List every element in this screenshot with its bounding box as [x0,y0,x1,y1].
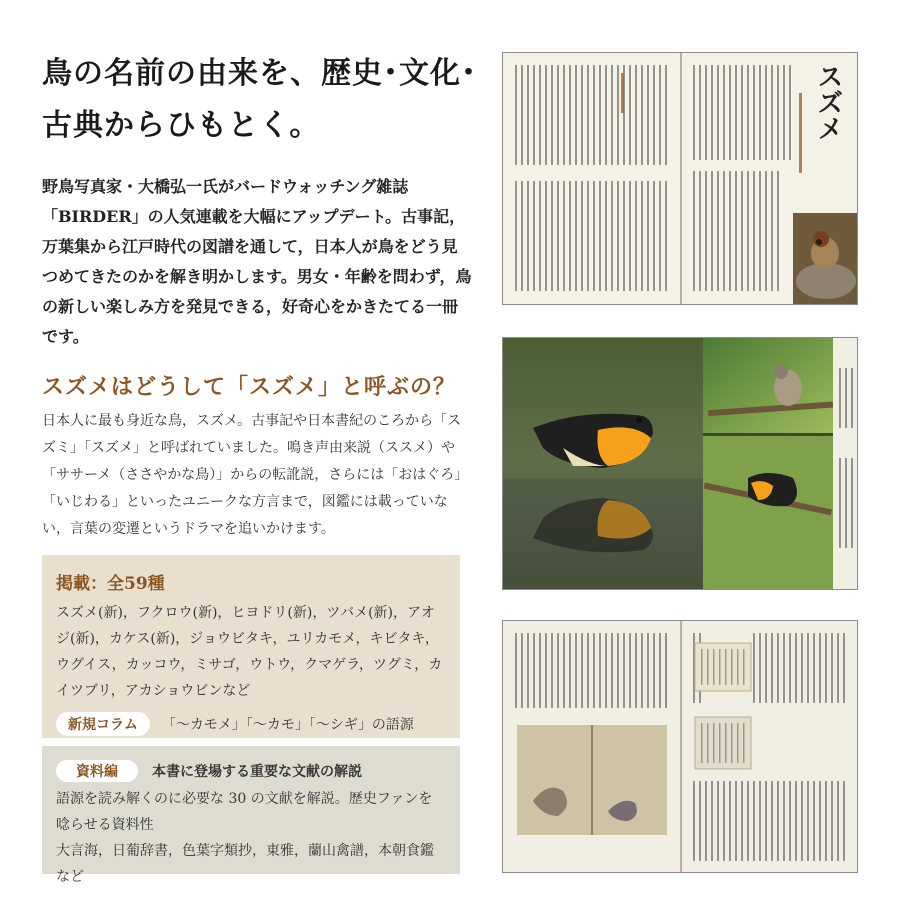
materials-header [56,760,446,782]
new-column-text: 「〜カモメ」「〜カモ」「〜シギ」の語源 [161,717,414,733]
references-spread-illustration [503,621,858,873]
intro-paragraph: 野鳥写真家・大橋弘一氏がバードウォッチング雑誌「BIRDER」の人気連載を大幅にアップデート。古事記，万葉集から江戸時代の図譜を通して，日本人が鳥をどう見つめてきたのかを解き明かします。男女・年齢を問わず，鳥の新しい楽しみ方を発見できる，好奇心をかきたてる一冊です。 [42,177,472,346]
section-heading: スズメはどうして「スズメ」と呼ぶの？ [42,374,457,400]
sample-spread-classical-references [502,620,858,873]
sparrow-spread-illustration [503,53,858,305]
listed-species-title: 掲載：全59種 [56,574,165,594]
materials-box [42,746,460,885]
sample-spread-flycatcher-photos [502,337,858,590]
materials-badge: 資料編 [56,760,138,782]
headline-line-1: 鳥の名前の由来を、歴史･文化･ [42,56,477,91]
listed-species-list: スズメ(新)，フクロウ(新)，ヒヨドリ(新)，ツバメ(新)，アオジ(新)，カケス(新)，ジョウビタキ，ユリカモメ，キビタキ，ウグイス，カッコウ，ミサゴ，ウトウ，クマゲラ，ツグミ，カイツブリ，アカショウビンなど [56,605,443,699]
materials-title: 本書に登場する重要な文献の解説 [152,764,362,780]
section-body: 日本人に最も身近な鳥，スズメ。古事記や日本書紀のころから「スズミ」「スズメ」と呼ばれていました。鳴き声由来説（ススメ）や「ササーメ（ささやかな鳥）」からの転訛説，さらには「おはぐろ」「いじわる」といったユニークな方言まで，図鑑には載っていない，言葉の変遷というドラマを追いかけます。 [42,413,462,537]
flycatcher-photo-illustration [503,338,858,590]
headline-line-2: 古典からひもとく。 [42,108,321,143]
sparrow-page-title: スズメ [813,63,843,141]
materials-sources: 大言海，日葡辞書，色葉字類抄，東雅，蘭山禽譜，本朝食鑑など [56,843,434,885]
sample-spread-sparrow [502,52,858,305]
new-column-row [56,712,446,736]
new-column-badge: 新規コラム [56,712,150,736]
listed-species-box [42,555,460,738]
materials-description: 語源を読み解くのに必要な 30 の文献を解説。歴史ファンを唸らせる資料性 [56,791,433,833]
headline [42,48,482,152]
